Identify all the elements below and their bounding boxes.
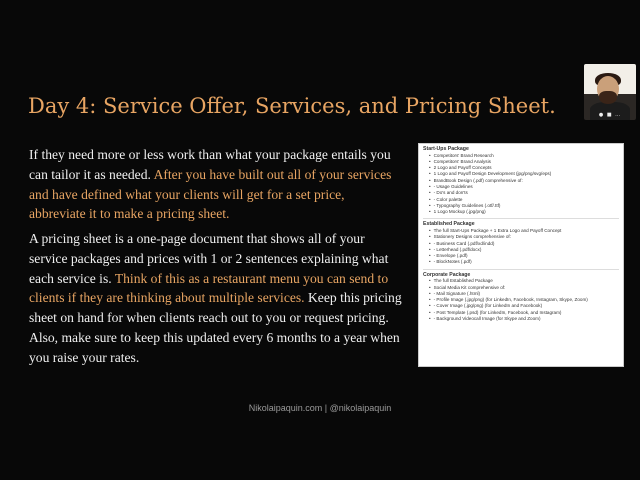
- package-item: • - BlockNotes (.pdf): [423, 259, 619, 265]
- video-icon[interactable]: ■: [606, 112, 613, 118]
- package-item: • - Do's and don'ts: [423, 190, 619, 196]
- package-item: • The full Established Package: [423, 278, 619, 284]
- package-item: • - Color palette: [423, 197, 619, 203]
- package-item: • 1 Logo and Payoff Design Development (jpg/png/svg/eps): [423, 171, 619, 177]
- package-item: • BrandBook Design (.pdf) comprehensive of:: [423, 178, 619, 184]
- package-item: • Competitors' Brand Research: [423, 153, 619, 159]
- microphone-icon[interactable]: ●: [598, 112, 605, 118]
- webcam-overlay[interactable]: [584, 64, 636, 120]
- package-item: • - Typography Guidelines (.otf/.ttf): [423, 203, 619, 209]
- more-icon[interactable]: …: [615, 112, 622, 118]
- paragraph-highlight: Think of this as a restaurant menu you can send to clients if they are thinking about multiple services.: [29, 270, 389, 306]
- package-section: [419, 221, 623, 265]
- package-item: • - Business Card (.pdf/xd/indd): [423, 241, 619, 247]
- package-item: • - Profile Image (.jpg/png) (for LinkedIn, Facebook, Instagram, Skype, Zoom): [423, 297, 619, 303]
- pricing-sheet-preview: [418, 143, 624, 367]
- package-item: • 2 Logo and Payoff Concepts: [423, 165, 619, 171]
- package-item: • - Envelope (.pdf): [423, 253, 619, 259]
- package-item: • Stationery Designs comprehensive of:: [423, 234, 619, 240]
- package-section: [419, 146, 623, 215]
- webcam-controls: [584, 112, 636, 118]
- package-item: • Social Media Kit comprehensive of:: [423, 285, 619, 291]
- package-section: [419, 272, 623, 323]
- package-item: • - Usage Guidelines: [423, 184, 619, 190]
- package-item: • - Cover Image (.jpg/png) (for LinkedIn and Facebook): [423, 303, 619, 309]
- package-item: • The full Start-Ups Package + 1 Extra Logo and Payoff Concept: [423, 228, 619, 234]
- footer-credit: Nikolaipaquin.com | @nikolaipaquin: [248, 403, 392, 413]
- package-title: Established Package: [423, 221, 475, 228]
- slide-title: Day 4: Service Offer, Services, and Pricing Sheet.: [28, 94, 556, 118]
- paragraph-highlight: After you have built out all of your services and have defined what your clients will get for a set price, abbreviate it to make a pricing sheet.: [29, 166, 392, 222]
- package-item: • 1 Logo Mockup (.jpg/png): [423, 209, 619, 215]
- divider: [423, 218, 619, 219]
- package-title: Start-Ups Package: [423, 146, 469, 152]
- paragraph-text: A pricing sheet is a one-page document that shows all of your service packages and prices with 1 or 2 sentences explaining what each service is.: [29, 231, 389, 286]
- package-item: • - Mail Signature (.html): [423, 291, 619, 297]
- package-item: • Competitors' Brand Analysis: [423, 159, 619, 165]
- package-item: • - Letterhead (.pdf/docx): [423, 247, 619, 253]
- paragraph-text: Keep this pricing sheet on hand for when clients reach out to you or request pricing. Also, make sure to keep this updated every 6 months to a year when you raise your rates.: [29, 290, 402, 365]
- paragraph-pricing-sheet: [29, 229, 403, 368]
- presenter-beard: [599, 91, 617, 104]
- paragraph-tailoring: [29, 145, 403, 224]
- package-title: Corporate Package: [423, 271, 471, 278]
- package-item: • - Post Template (.psd) (for LinkedIn, Facebook, and Instagram): [423, 310, 619, 316]
- divider: [423, 269, 619, 270]
- package-item: • - Background Videocall Image (for Skype and Zoom): [423, 316, 619, 322]
- paragraph-text: If they need more or less work than what your package entails you can tailor it as needed.: [29, 147, 391, 182]
